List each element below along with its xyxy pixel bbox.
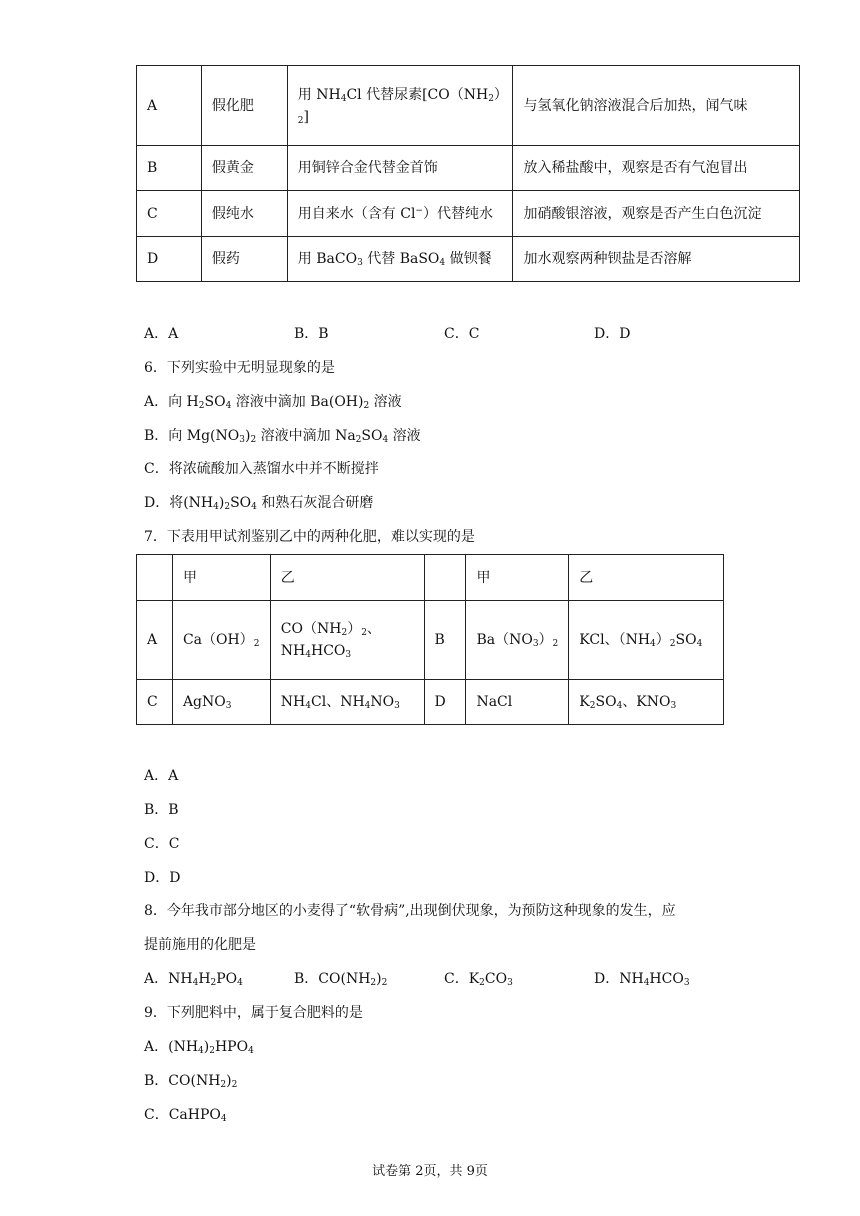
detection-method: 与氢氧化钠溶液混合后加热，闻气味 [513,66,800,146]
fake-item: 假化肥 [201,66,287,146]
q6-option-b[interactable]: B．向 $Mg(NO_3)_2$ 溶液中滴加 $Na_2SO_4$ 溶液 [144,428,421,445]
header-cell: 甲 [172,555,270,601]
fertilizer-pair-cell: $NH_4Cl$、$NH_4NO_3$ [270,680,424,725]
q8-stem-line1: 8．今年我市部分地区的小麦得了“软骨病”,出现倒伏现象，为预防这种现象的发生，应 [144,903,676,919]
row-label: B [137,146,202,191]
fake-product-table [136,65,800,282]
table-header-row [137,555,724,601]
page-footer: 试卷第 2页，共 9页 [372,1164,488,1179]
detection-method: 加硝酸银溶液，观察是否产生白色沉淀 [513,191,800,237]
substitution-method: 用 $NH_4Cl$ 代替尿素[$CO(NH_2)$ $_2$] [287,66,513,146]
row-label: C [137,191,202,237]
substitution-method: 用自来水（含有 Cl−）代替纯水 [287,191,513,237]
fake-item: 假药 [201,237,287,282]
q9-stem: 9．下列肥料中，属于复合肥料的是 [144,1005,363,1021]
header-cell: 乙 [270,555,424,601]
fake-item: 假黄金 [201,146,287,191]
fertilizer-pair-cell: KCl、$(NH_4)_2SO_4$ [569,601,724,680]
q7-option-b[interactable]: B．B [144,802,179,818]
reagent-cell: $Ba(NO_3)_2$ [466,601,569,680]
table-row [137,146,800,191]
q6-option-a[interactable]: A．向 $H_2SO_4$ 溶液中滴加 $Ba(OH)_2$ 溶液 [144,394,402,411]
row-label: A [137,66,202,146]
table-row [137,601,724,680]
row-label: D [424,680,466,725]
header-cell [137,555,173,601]
reagent-cell: AgNO$_3$ [172,680,270,725]
reagent-cell: NaCl [466,680,569,725]
q6-option-d[interactable]: D．将$(NH_4)_2SO_4$ 和熟石灰混合研磨 [144,495,374,512]
row-label: A [137,601,173,680]
fertilizer-identification-table [136,554,724,725]
table-row [137,66,800,146]
q6-option-c[interactable]: C．将浓硫酸加入蒸馏水中并不断搅拌 [144,461,379,477]
q5-option-b[interactable]: B．B [294,326,329,342]
row-label: D [137,237,202,282]
q8-option-c[interactable]: C．$K_2CO_3$ [444,971,513,988]
table-row [137,680,724,725]
detection-method: 加水观察两种钡盐是否溶解 [513,237,800,282]
header-cell: 乙 [569,555,724,601]
q8-option-a[interactable]: A．$NH_4H_2PO_4$ [144,971,243,988]
fertilizer-pair-cell: $K_2SO_4$、$KNO_3$ [569,680,724,725]
q7-option-d[interactable]: D．D [144,870,181,886]
header-cell: 甲 [466,555,569,601]
row-label: B [424,601,466,680]
row-label: C [137,680,173,725]
q8-stem-line2: 提前施用的化肥是 [144,937,256,953]
table-row [137,191,800,237]
q6-stem: 6．下列实验中无明显现象的是 [144,360,335,376]
q7-option-a[interactable]: A．A [144,768,179,784]
q9-option-a[interactable]: A．$(NH_4)_2HPO_4$ [144,1039,254,1056]
table-row [137,237,800,282]
detection-method: 放入稀盐酸中，观察是否有气泡冒出 [513,146,800,191]
q8-option-d[interactable]: D．$NH_4HCO_3$ [594,971,690,988]
fake-item: 假纯水 [201,191,287,237]
q5-option-a[interactable]: A．A [144,326,179,342]
q9-option-b[interactable]: B．$CO(NH_2)_2$ [144,1073,238,1090]
substitution-method: 用 BaCO$_3$ 代替 BaSO$_4$ 做钡餐 [287,237,513,282]
q9-option-c[interactable]: C．CaHPO$_4$ [144,1107,227,1124]
q8-option-b[interactable]: B．$CO(NH_2)_2$ [294,971,388,988]
fertilizer-pair-cell: $CO(NH_2)_2$、 $NH_4HCO_3$ [270,601,424,680]
q5-option-c[interactable]: C．C [444,326,480,342]
q5-option-d[interactable]: D．D [594,326,631,342]
q7-stem: 7．下表用甲试剂鉴别乙中的两种化肥，难以实现的是 [144,529,475,545]
substitution-method: 用铜锌合金代替金首饰 [287,146,513,191]
reagent-cell: $Ca(OH)_2$ [172,601,270,680]
header-cell [424,555,466,601]
q7-option-c[interactable]: C．C [144,836,180,852]
